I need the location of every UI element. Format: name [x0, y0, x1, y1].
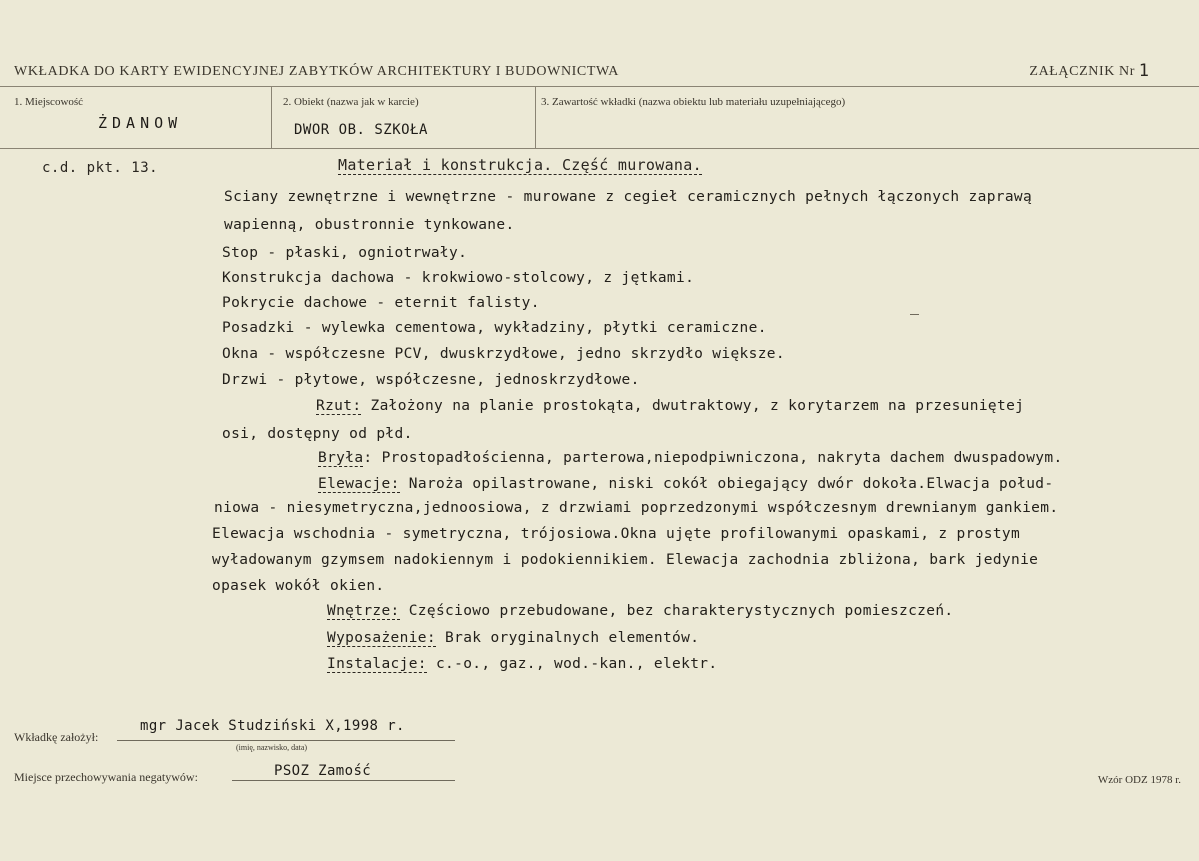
elevation-line-4: wyładowanym gzymsem nadokiennym i podokiennikiem. Elewacja zachodnia zbliżona, bark jedynie — [212, 552, 1039, 568]
plan-text: Założony na planie prostokąta, dwutraktowy, z korytarzem na przesuniętej — [361, 398, 1025, 414]
storage-value: PSOZ Zamość — [274, 763, 372, 779]
founder-label: Wkładkę założył: — [14, 730, 99, 744]
mass-label: Bryła — [318, 450, 364, 466]
field-separator-1 — [271, 86, 272, 148]
interior-label: Wnętrze: — [327, 603, 400, 619]
founder-value: mgr Jacek Studziński X,1998 r. — [140, 718, 405, 734]
plan-line-1 — [316, 398, 1024, 414]
installations-line — [327, 656, 717, 672]
elevation-text-1: Naroża opilastrowane, niski cokół obiegający dwór dokoła.Elwacja połud- — [399, 476, 1054, 492]
annex-label: ZAŁĄCZNIK Nr — [1029, 64, 1135, 79]
founder-hint: (imię, nazwisko, data) — [236, 743, 308, 752]
field-separator-2 — [535, 86, 536, 148]
locality-value: ŻDANOW — [98, 114, 183, 132]
equipment-line — [327, 630, 699, 646]
walls-line-2: wapienną, obustronnie tynkowane. — [224, 217, 515, 233]
header-divider — [0, 86, 1199, 87]
elevation-line-1 — [318, 476, 1053, 492]
margin-dash — [910, 314, 919, 315]
elevation-line-2: niowa - niesymetryczna,jednoosiowa, z drzwiami poprzedzonymi współczesnym drewnianym gankiem. — [214, 500, 1059, 516]
elevation-label: Elewacje: — [318, 476, 400, 492]
walls-line-1: Sciany zewnętrzne i wewnętrzne - murowane z cegieł ceramicznych pełnych łączonych zaprawą — [224, 189, 1033, 205]
object-value: DWOR OB. SZKOŁA — [294, 122, 428, 138]
equipment-label: Wyposażenie: — [327, 630, 436, 646]
form-model: Wzór ODZ 1978 r. — [1097, 774, 1181, 786]
interior-text: Częściowo przebudowane, bez charakterystycznych pomieszczeń. — [399, 603, 954, 619]
fields-divider — [0, 148, 1199, 149]
plan-label: Rzut: — [316, 398, 362, 414]
roof-structure-line: Konstrukcja dachowa - krokwiowo-stolcowy, z jętkami. — [222, 270, 695, 286]
continuation-note: c.d. pkt. 13. — [42, 160, 159, 176]
storage-label: Miejsce przechowywania negatywów: — [14, 770, 198, 784]
mass-line — [318, 450, 1063, 466]
plan-line-2: osi, dostępny od płd. — [222, 426, 413, 442]
form-title: WKŁADKA DO KARTY EWIDENCYJNEJ ZABYTKÓW ARCHITEKTURY I BUDOWNICTWA — [14, 64, 619, 79]
storage-underline — [232, 780, 455, 781]
founder-underline — [117, 740, 455, 741]
equipment-text: Brak oryginalnych elementów. — [435, 630, 700, 646]
mass-text: : Prostopadłościenna, parterowa,niepodpiwniczona, nakryta dachem dwuspadowym. — [363, 450, 1063, 466]
floors-line: Posadzki - wylewka cementowa, wykładziny, płytki ceramiczne. — [222, 320, 767, 336]
windows-line: Okna - współczesne PCV, dwuskrzydłowe, jedno skrzydło większe. — [222, 346, 785, 362]
doors-line: Drzwi - płytowe, współczesne, jednoskrzydłowe. — [222, 372, 640, 388]
elevation-line-3: Elewacja wschodnia - symetryczna, trójosiowa.Okna ujęte profilowanymi opaskami, z prostym — [212, 526, 1021, 542]
section-title: Materiał i konstrukcja. Część murowana. — [338, 156, 702, 174]
ceiling-line: Stop - płaski, ogniotrwały. — [222, 245, 468, 261]
installations-text: c.-o., gaz., wod.-kan., elektr. — [426, 656, 718, 672]
contents-label: 3. Zawartość wkładki (nazwa obiektu lub materiału uzupełniającego) — [541, 96, 846, 108]
installations-label: Instalacje: — [327, 656, 427, 672]
annex-number: 1 — [1138, 61, 1149, 81]
interior-line — [327, 603, 954, 619]
roofing-line: Pokrycie dachowe - eternit falisty. — [222, 295, 540, 311]
elevation-line-5: opasek wokół okien. — [212, 578, 385, 594]
object-label: 2. Obiekt (nazwa jak w karcie) — [283, 96, 419, 108]
locality-label: 1. Miejscowość — [14, 96, 84, 108]
